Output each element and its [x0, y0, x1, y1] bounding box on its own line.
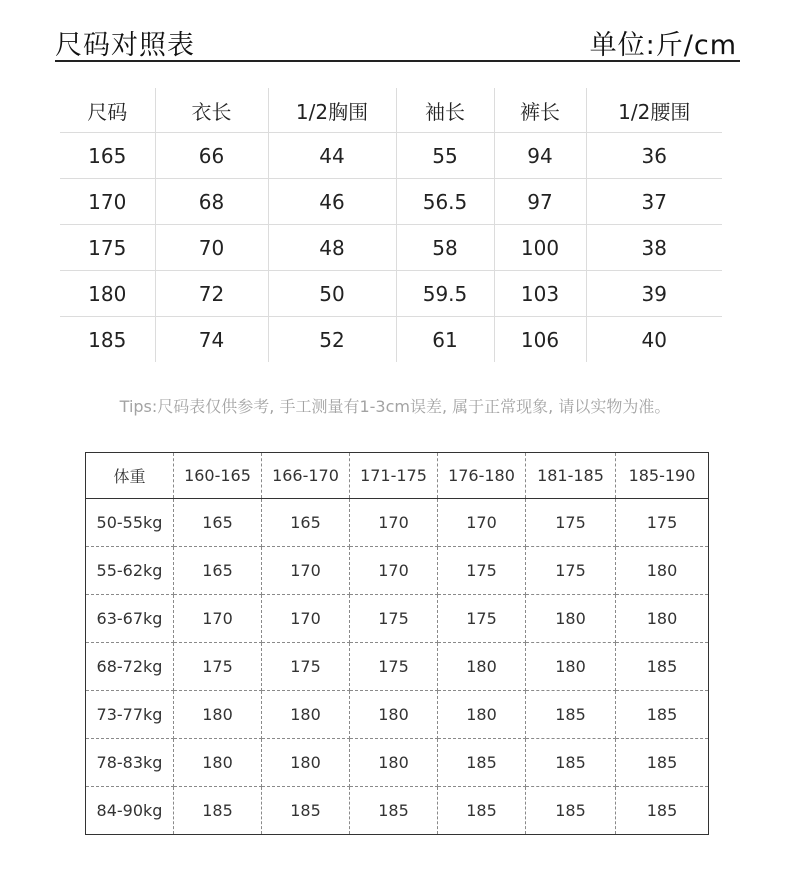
table-row	[60, 225, 722, 271]
size-cell: 185	[88, 327, 127, 352]
size-cell: 66	[155, 133, 268, 179]
weight-cell: 170	[174, 595, 262, 643]
weight-cell: 180	[350, 739, 438, 787]
table-row	[86, 643, 709, 691]
size-cell: 170	[60, 179, 155, 225]
weight-cell: 180	[616, 547, 709, 595]
size-header-cell: 尺码	[60, 88, 155, 133]
weight-cell: 165	[262, 499, 350, 547]
size-table-header-row	[60, 88, 722, 133]
size-cell: 180	[60, 271, 155, 317]
weight-cell: 180	[438, 691, 526, 739]
size-header-cell: 衣长	[155, 88, 268, 133]
table-row	[86, 739, 709, 787]
size-header-cell: 1/2腰围	[586, 88, 722, 133]
size-cell: 97	[494, 179, 586, 225]
weight-header-cell: 176-180	[438, 453, 526, 499]
weight-cell: 180	[526, 643, 616, 691]
size-cell: 100	[494, 225, 586, 271]
weight-cell: 68-72kg	[86, 643, 174, 691]
weight-cell: 185	[526, 691, 616, 739]
weight-cell: 180	[174, 691, 262, 739]
size-cell: 52	[268, 317, 396, 363]
table-row	[86, 691, 709, 739]
weight-cell: 63-67kg	[86, 595, 174, 643]
weight-header-cell: 171-175	[350, 453, 438, 499]
weight-height-table	[85, 452, 709, 835]
size-cell: 40	[586, 317, 722, 363]
weight-cell: 175	[526, 547, 616, 595]
weight-cell: 170	[438, 499, 526, 547]
table-row	[86, 547, 709, 595]
page-title: 尺码对照表	[55, 30, 195, 61]
weight-header-cell: 166-170	[262, 453, 350, 499]
size-cell: 48	[268, 225, 396, 271]
weight-cell: 73-77kg	[86, 691, 174, 739]
weight-cell: 165	[174, 547, 262, 595]
size-cell: 165	[60, 133, 155, 179]
weight-cell: 175	[526, 499, 616, 547]
weight-header-cell: 185-190	[616, 453, 709, 499]
size-cell: 68	[155, 179, 268, 225]
size-cell: 36	[586, 133, 722, 179]
weight-cell: 180	[174, 739, 262, 787]
size-cell: 46	[268, 179, 396, 225]
size-cell: 103	[494, 271, 586, 317]
weight-cell: 185	[262, 787, 350, 835]
weight-cell: 180	[262, 739, 350, 787]
weight-cell: 185	[526, 787, 616, 835]
weight-cell: 180	[350, 691, 438, 739]
size-header-cell: 裤长	[494, 88, 586, 133]
size-cell: 50	[268, 271, 396, 317]
size-header-cell: 袖长	[396, 88, 494, 133]
size-cell: 70	[155, 225, 268, 271]
size-cell: 72	[155, 271, 268, 317]
size-cell: 58	[396, 225, 494, 271]
table-row	[86, 787, 709, 835]
weight-cell: 50-55kg	[86, 499, 174, 547]
size-chart-table	[60, 88, 722, 362]
table-row	[86, 595, 709, 643]
weight-cell: 170	[262, 547, 350, 595]
table-row	[60, 271, 722, 317]
size-cell: 94	[494, 133, 586, 179]
weight-cell: 170	[262, 595, 350, 643]
weight-cell: 180	[616, 595, 709, 643]
weight-cell: 185	[438, 739, 526, 787]
size-cell: 37	[586, 179, 722, 225]
size-cell: 61	[396, 317, 494, 363]
weight-header-cell: 160-165	[174, 453, 262, 499]
weight-cell: 185	[174, 787, 262, 835]
tips-note: Tips:尺码表仅供参考, 手工测量有1-3cm误差, 属于正常现象, 请以实物为准。	[119, 397, 671, 416]
table-row	[86, 499, 709, 547]
unit-label: 单位:斤/cm	[589, 30, 737, 61]
weight-cell: 185	[438, 787, 526, 835]
table-row	[60, 133, 722, 179]
weight-cell: 180	[526, 595, 616, 643]
weight-table-header-row	[86, 453, 709, 499]
size-header-cell: 1/2胸围	[268, 88, 396, 133]
weight-cell: 185	[616, 691, 709, 739]
weight-header-cell: 体重	[86, 453, 174, 499]
weight-cell: 185	[350, 787, 438, 835]
size-cell: 44	[268, 133, 396, 179]
weight-cell: 175	[350, 595, 438, 643]
weight-cell: 180	[438, 643, 526, 691]
size-cell: 74	[155, 317, 268, 363]
weight-cell: 175	[350, 643, 438, 691]
weight-cell: 175	[262, 643, 350, 691]
size-cell: 56.5	[396, 179, 494, 225]
size-cell: 39	[586, 271, 722, 317]
size-cell: 106	[494, 317, 586, 363]
weight-cell: 165	[174, 499, 262, 547]
size-cell: 59.5	[396, 271, 494, 317]
table-row	[60, 179, 722, 225]
weight-cell: 170	[350, 547, 438, 595]
weight-cell: 185	[616, 787, 709, 835]
weight-cell: 185	[616, 643, 709, 691]
weight-header-cell: 181-185	[526, 453, 616, 499]
page-header	[55, 18, 740, 62]
size-cell: 55	[396, 133, 494, 179]
weight-cell: 175	[174, 643, 262, 691]
weight-cell: 185	[526, 739, 616, 787]
weight-cell: 78-83kg	[86, 739, 174, 787]
weight-cell: 175	[438, 547, 526, 595]
size-cell: 175	[60, 225, 155, 271]
weight-cell: 175	[438, 595, 526, 643]
weight-cell: 185	[616, 739, 709, 787]
weight-cell: 175	[616, 499, 709, 547]
weight-cell: 170	[350, 499, 438, 547]
weight-cell: 180	[262, 691, 350, 739]
table-row	[60, 317, 722, 363]
size-cell: 38	[586, 225, 722, 271]
weight-cell: 84-90kg	[86, 787, 174, 835]
weight-cell: 55-62kg	[86, 547, 174, 595]
